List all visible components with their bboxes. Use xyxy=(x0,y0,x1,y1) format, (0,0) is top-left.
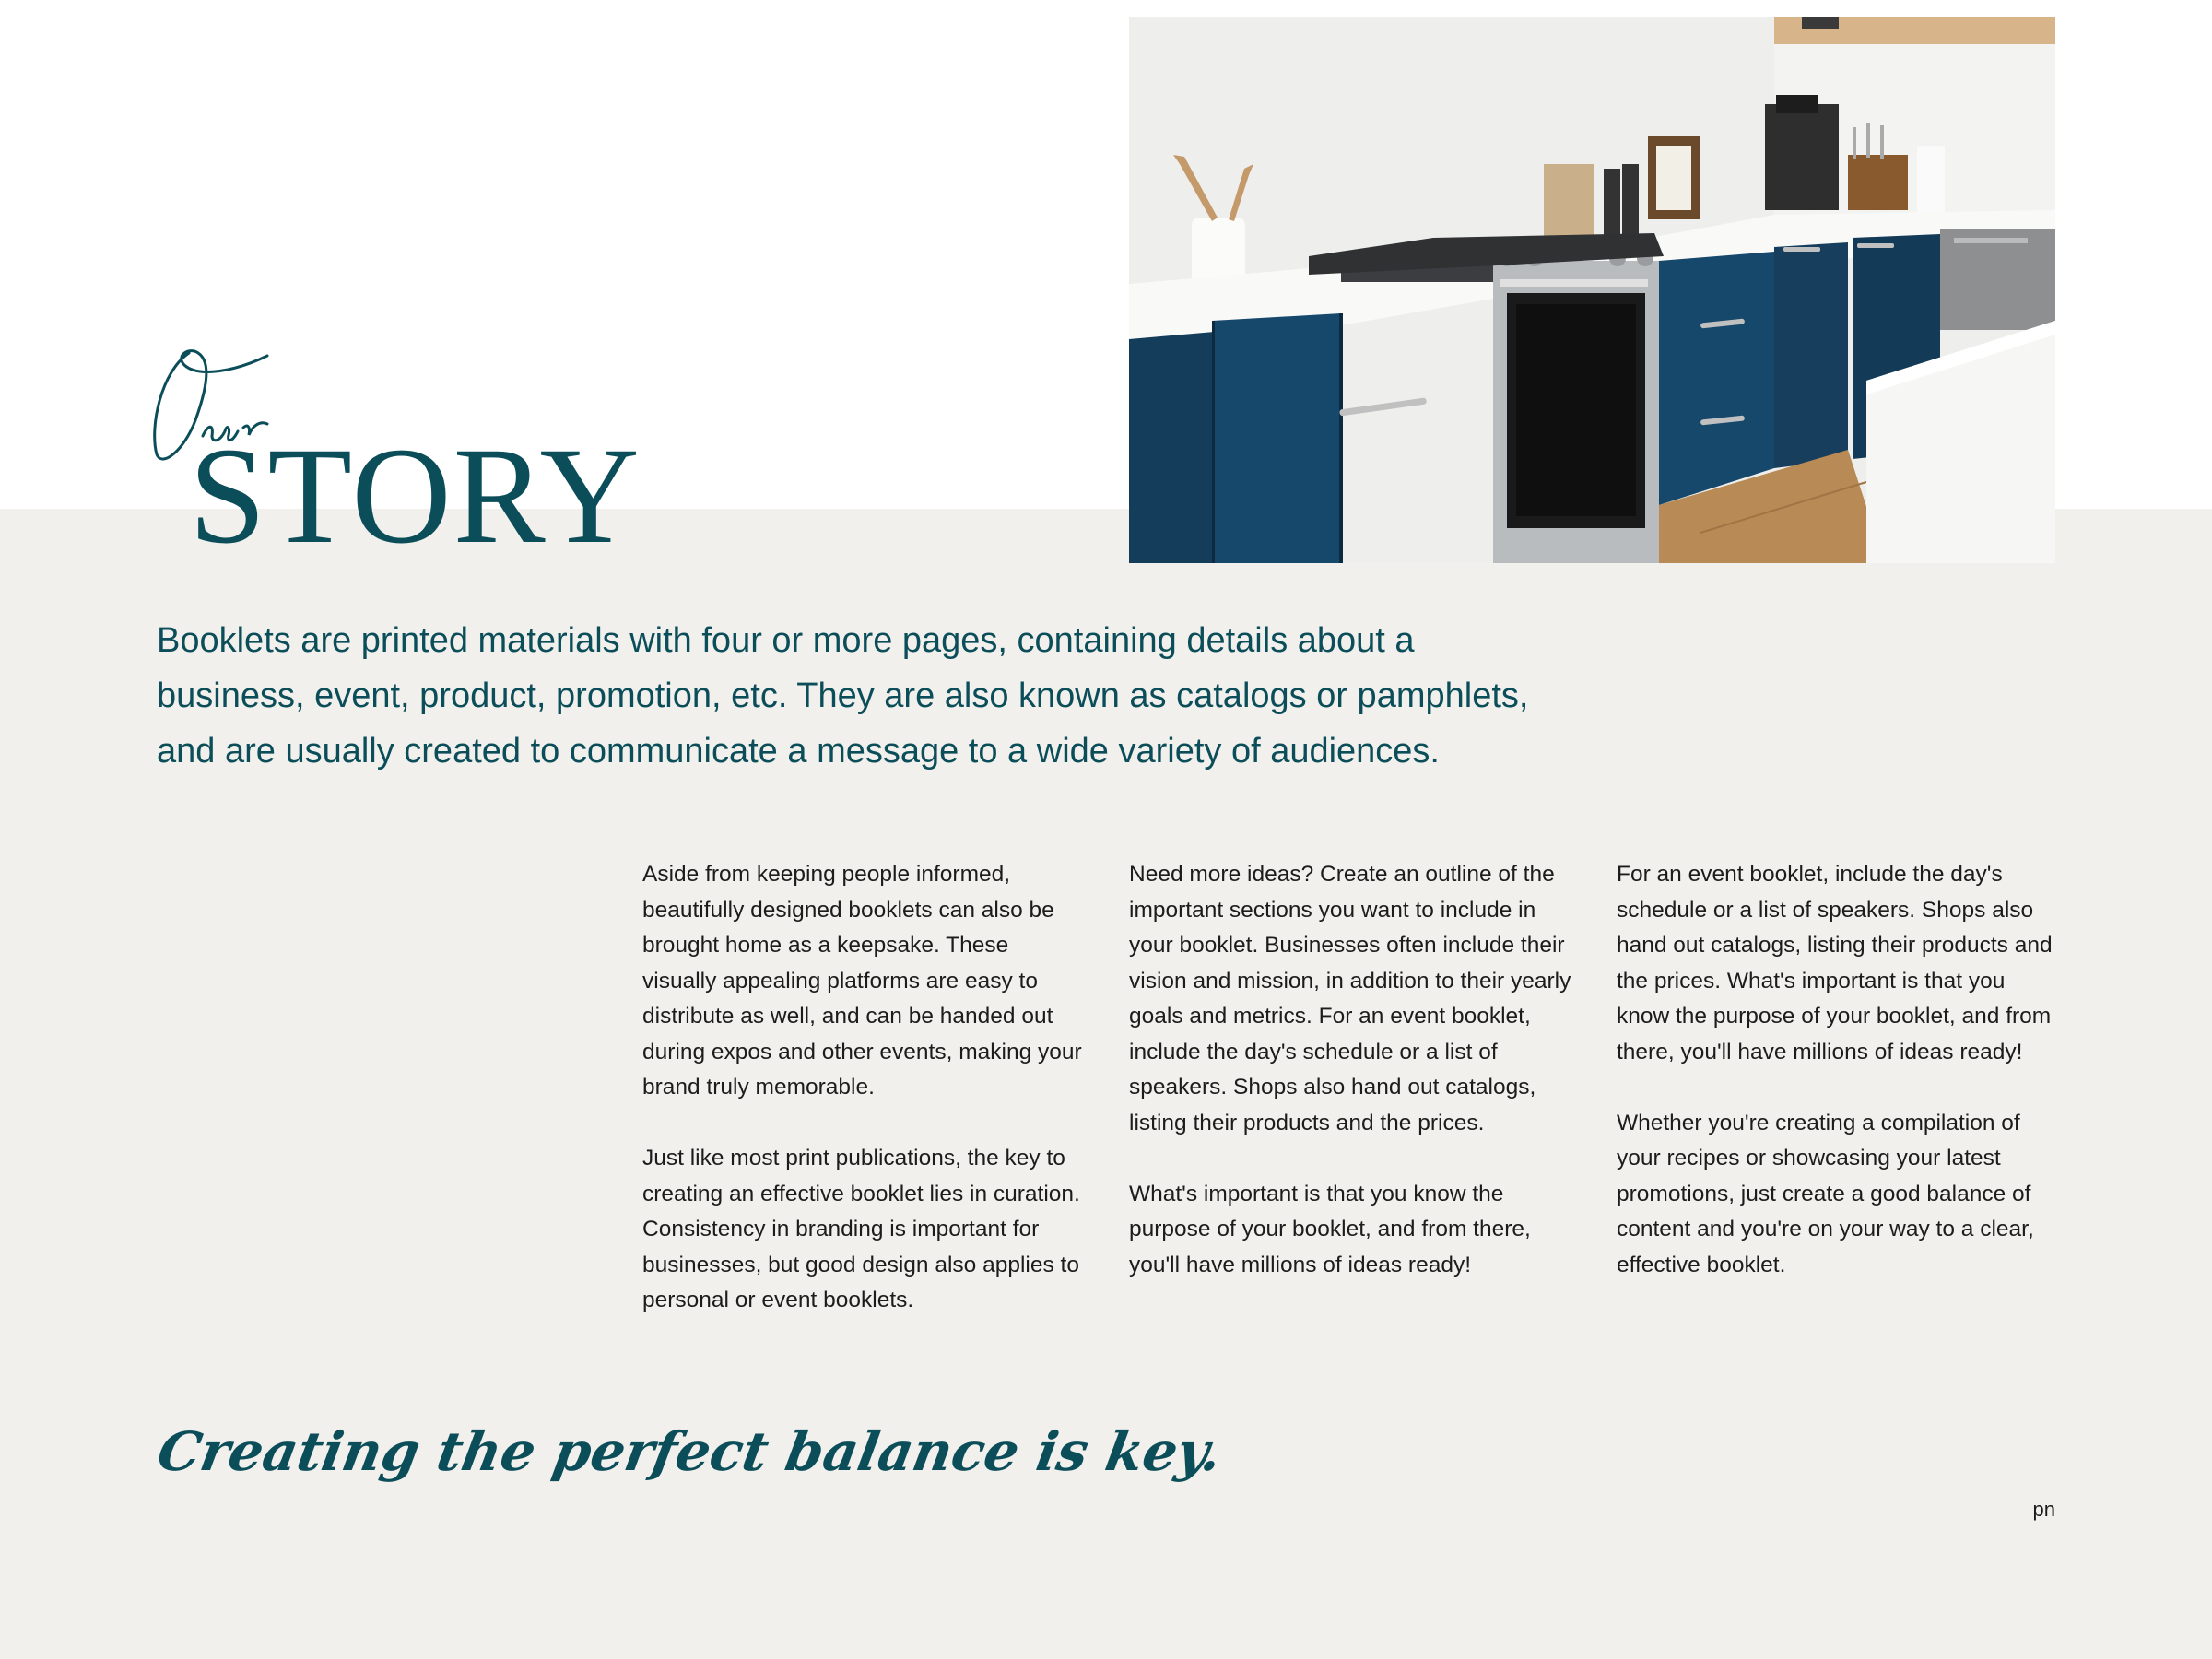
text-column-2 xyxy=(1129,857,1571,1319)
paragraph: For an event booklet, include the day's schedule or a list of speakers. Shops also hand out catalogs, listing their products and the prices. What's important is that you know the purpose of your booklet, and from there, you'll have millions of ideas ready! xyxy=(1617,862,2053,1065)
text-column-1 xyxy=(642,857,1085,1354)
page-number: pn xyxy=(2032,1498,2055,1521)
paragraph: Just like most print publications, the key to creating an effective booklet lies in curation. Consistency in branding is important for businesses, but good design also applies to personal or event booklets. xyxy=(642,1146,1080,1312)
paragraph: Need more ideas? Create an outline of the important sections you want to include in your booklet. Businesses often include their vision and mission, in addition to their yearly goals and metrics. For an event booklet, include the day's schedule or a list of speakers. Shops also hand out catalogs, listing their products and the prices. xyxy=(1129,862,1571,1135)
kitchen-photo xyxy=(1129,17,2055,563)
paragraph: Aside from keeping people informed, beautifully designed booklets can also be brought home as a keepsake. These visually appealing platforms are easy to distribute as well, and can be handed out during expos and other events, making your brand truly memorable. xyxy=(642,862,1082,1100)
lead-paragraph: Booklets are printed materials with four or more pages, containing details about a business, event, product, promotion, etc. They are also known as catalogs or pamphlets, and are usually created to communicate a message to a wide variety of audiences. xyxy=(157,621,1529,771)
paragraph: What's important is that you know the purpose of your booklet, and from there, you'll have millions of ideas ready! xyxy=(1129,1181,1531,1277)
page-title: STORY xyxy=(189,419,641,572)
tagline: Creating the perfect balance is key. xyxy=(153,1420,1227,1483)
text-column-3 xyxy=(1617,857,2059,1319)
paragraph: Whether you're creating a compilation of your recipes or showcasing your latest promotions, just create a good balance of content and you're on your way to a clear, effective booklet. xyxy=(1617,1110,2034,1277)
